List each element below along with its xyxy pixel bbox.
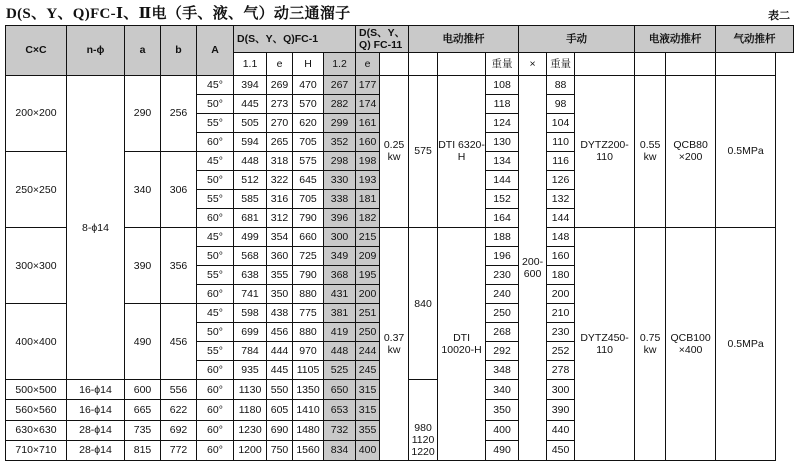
elec-power-2: 0.37 kw — [380, 228, 409, 461]
header-hydraulic: 电液动推杆 — [635, 26, 716, 53]
weight-cell: 240 — [486, 285, 519, 304]
angle-cell: 60° — [197, 361, 234, 380]
weight2-cell: 200 — [547, 285, 575, 304]
e-cell: 270 — [267, 113, 293, 132]
e-cell: 312 — [267, 209, 293, 228]
l2-cell: 338 — [324, 190, 356, 209]
e-cell: 444 — [267, 342, 293, 361]
a-cell: 390 — [125, 228, 161, 304]
angle-cell: 50° — [197, 94, 234, 113]
H-cell: 1350 — [293, 380, 324, 400]
weight-cell: 490 — [486, 440, 519, 460]
l2-cell: 448 — [324, 342, 356, 361]
weight-cell: 130 — [486, 132, 519, 151]
l2-cell: 298 — [324, 151, 356, 170]
header-pneumatic: 气动推杆 — [716, 26, 794, 53]
header-electric: 电动推杆 — [409, 26, 519, 53]
nphi-cell: 28-ϕ14 — [67, 420, 125, 440]
pn-model-2: QCB100 ×400 — [666, 228, 716, 461]
l2-cell: 431 — [324, 285, 356, 304]
l1-cell: 512 — [234, 171, 267, 190]
nphi-cell: 16-ϕ14 — [67, 400, 125, 420]
angle-cell: 45° — [197, 75, 234, 94]
angle-cell: 50° — [197, 247, 234, 266]
weight-cell: 400 — [486, 420, 519, 440]
l1-cell: 1200 — [234, 440, 267, 460]
pn-pressure-2: 0.5MPa — [716, 228, 776, 461]
weight-cell: 108 — [486, 75, 519, 94]
header-sub-1-2: 1.2 — [324, 52, 356, 75]
header-weight-2: 重量 — [547, 52, 575, 75]
header-sub-blank-1 — [380, 52, 409, 75]
angle-cell: 55° — [197, 113, 234, 132]
weight-cell: 348 — [486, 361, 519, 380]
weight-cell: 118 — [486, 94, 519, 113]
angle-cell: 45° — [197, 151, 234, 170]
l2-cell: 300 — [324, 228, 356, 247]
weight2-cell: 88 — [547, 75, 575, 94]
e2-cell: 400 — [356, 440, 380, 460]
e-cell: 355 — [267, 266, 293, 285]
weight2-cell: 230 — [547, 323, 575, 342]
angle-cell: 60° — [197, 440, 234, 460]
size-cell: 400×400 — [6, 304, 67, 380]
weight-cell: 152 — [486, 190, 519, 209]
elec-840: 840 — [409, 228, 438, 380]
weight2-cell: 126 — [547, 171, 575, 190]
weight2-cell: 144 — [547, 209, 575, 228]
e2-cell: 200 — [356, 285, 380, 304]
e-cell: 273 — [267, 94, 293, 113]
l2-cell: 267 — [324, 75, 356, 94]
weight-cell: 268 — [486, 323, 519, 342]
e-cell: 456 — [267, 323, 293, 342]
elec-length-1220: 1220 — [411, 445, 435, 458]
angle-cell: 60° — [197, 380, 234, 400]
weight2-cell: 116 — [547, 151, 575, 170]
H-cell: 705 — [293, 132, 324, 151]
header-sub-blank-2 — [409, 52, 438, 75]
elec-model-2: DTI 10020-H — [438, 228, 486, 461]
a-cell: 665 — [125, 400, 161, 420]
header-a: a — [125, 26, 161, 76]
weight-cell: 340 — [486, 380, 519, 400]
manual-x-cell: 200- 600 — [519, 75, 547, 460]
l2-cell: 368 — [324, 266, 356, 285]
l1-cell: 638 — [234, 266, 267, 285]
l1-cell: 598 — [234, 304, 267, 323]
size-cell: 560×560 — [6, 400, 67, 420]
table-row — [6, 228, 794, 247]
weight2-cell: 278 — [547, 361, 575, 380]
header-weight: 重量 — [486, 52, 519, 75]
angle-cell: 45° — [197, 228, 234, 247]
e2-cell: 315 — [356, 400, 380, 420]
l2-cell: 396 — [324, 209, 356, 228]
b-cell: 456 — [161, 304, 197, 380]
l2-cell: 282 — [324, 94, 356, 113]
l2-cell: 330 — [324, 171, 356, 190]
weight2-cell: 132 — [547, 190, 575, 209]
H-cell: 790 — [293, 209, 324, 228]
l1-cell: 699 — [234, 323, 267, 342]
angle-cell: 60° — [197, 285, 234, 304]
H-cell: 645 — [293, 171, 324, 190]
size-cell: 710×710 — [6, 440, 67, 460]
elec-575: 575 — [409, 75, 438, 227]
table-row — [6, 75, 794, 94]
l2-cell: 299 — [324, 113, 356, 132]
a-cell: 600 — [125, 380, 161, 400]
weight-cell: 350 — [486, 400, 519, 420]
e2-cell: 182 — [356, 209, 380, 228]
weight-cell: 292 — [486, 342, 519, 361]
elec-length-1120: 1120 — [411, 433, 435, 446]
e2-cell: 160 — [356, 132, 380, 151]
header-sub-e: e — [267, 52, 293, 75]
hyd-power-1: 0.55 kw — [635, 75, 666, 227]
weight-cell: 134 — [486, 151, 519, 170]
page-title: D(S、Y、Q)FC-Ⅰ、Ⅱ电（手、液、气）动三通溜子 — [6, 6, 351, 22]
weight2-cell: 98 — [547, 94, 575, 113]
e2-cell: 195 — [356, 266, 380, 285]
e2-cell: 251 — [356, 304, 380, 323]
l2-cell: 419 — [324, 323, 356, 342]
header-cxc: C×C — [6, 26, 67, 76]
e-cell: 550 — [267, 380, 293, 400]
header-times: × — [519, 52, 547, 75]
header-manual: 手动 — [519, 26, 635, 53]
size-cell: 250×250 — [6, 151, 67, 227]
weight-cell: 188 — [486, 228, 519, 247]
H-cell: 1560 — [293, 440, 324, 460]
H-cell: 570 — [293, 94, 324, 113]
e2-cell: 244 — [356, 342, 380, 361]
header-A: A — [197, 26, 234, 76]
nphi-cell: 8-ϕ14 — [67, 75, 125, 380]
l2-cell: 352 — [324, 132, 356, 151]
e2-cell: 193 — [356, 171, 380, 190]
hyd-power-2: 0.75 kw — [635, 228, 666, 461]
H-cell: 575 — [293, 151, 324, 170]
H-cell: 660 — [293, 228, 324, 247]
b-cell: 306 — [161, 151, 197, 227]
nphi-cell: 28-ϕ14 — [67, 440, 125, 460]
weight2-cell: 210 — [547, 304, 575, 323]
elec-model-1: DTI 6320-H — [438, 75, 486, 227]
angle-cell: 50° — [197, 323, 234, 342]
H-cell: 790 — [293, 266, 324, 285]
header-sub-e2: e — [356, 52, 380, 75]
pn-model-1: QCB80 ×200 — [666, 75, 716, 227]
e2-cell: 209 — [356, 247, 380, 266]
b-cell: 356 — [161, 228, 197, 304]
l1-cell: 1130 — [234, 380, 267, 400]
weight2-cell: 160 — [547, 247, 575, 266]
weight2-cell: 300 — [547, 380, 575, 400]
weight2-cell: 104 — [547, 113, 575, 132]
H-cell: 775 — [293, 304, 324, 323]
weight2-cell: 450 — [547, 440, 575, 460]
e2-cell: 174 — [356, 94, 380, 113]
b-cell: 772 — [161, 440, 197, 460]
spec-table — [5, 25, 794, 461]
a-cell: 735 — [125, 420, 161, 440]
l2-cell: 650 — [324, 380, 356, 400]
l1-cell: 585 — [234, 190, 267, 209]
e-cell: 316 — [267, 190, 293, 209]
l2-cell: 653 — [324, 400, 356, 420]
H-cell: 620 — [293, 113, 324, 132]
H-cell: 1410 — [293, 400, 324, 420]
weight-cell: 124 — [486, 113, 519, 132]
weight2-cell: 390 — [547, 400, 575, 420]
l1-cell: 445 — [234, 94, 267, 113]
e2-cell: 245 — [356, 361, 380, 380]
header-n-phi: n-ϕ — [67, 26, 125, 76]
e-cell: 265 — [267, 132, 293, 151]
size-cell: 630×630 — [6, 420, 67, 440]
a-cell: 290 — [125, 75, 161, 151]
header-sub-blank-6 — [666, 52, 716, 75]
e-cell: 438 — [267, 304, 293, 323]
b-cell: 692 — [161, 420, 197, 440]
table-label: 表二 — [768, 10, 790, 22]
e-cell: 269 — [267, 75, 293, 94]
hyd-model-1: DYTZ200- 110 — [575, 75, 635, 227]
l2-cell: 349 — [324, 247, 356, 266]
l1-cell: 1180 — [234, 400, 267, 420]
l1-cell: 568 — [234, 247, 267, 266]
hyd-model-2: DYTZ450- 110 — [575, 228, 635, 461]
e-cell: 605 — [267, 400, 293, 420]
e-cell: 350 — [267, 285, 293, 304]
angle-cell: 60° — [197, 209, 234, 228]
H-cell: 705 — [293, 190, 324, 209]
weight2-cell: 252 — [547, 342, 575, 361]
a-cell: 490 — [125, 304, 161, 380]
e-cell: 445 — [267, 361, 293, 380]
e2-cell: 215 — [356, 228, 380, 247]
l1-cell: 1230 — [234, 420, 267, 440]
a-cell: 815 — [125, 440, 161, 460]
pn-pressure-1: 0.5MPa — [716, 75, 776, 227]
weight-cell: 164 — [486, 209, 519, 228]
e2-cell: 250 — [356, 323, 380, 342]
l1-cell: 681 — [234, 209, 267, 228]
weight-cell: 196 — [486, 247, 519, 266]
b-cell: 256 — [161, 75, 197, 151]
weight2-cell: 110 — [547, 132, 575, 151]
elec-power-1: 0.25 kw — [380, 75, 409, 227]
l2-cell: 525 — [324, 361, 356, 380]
l2-cell: 834 — [324, 440, 356, 460]
angle-cell: 45° — [197, 304, 234, 323]
H-cell: 880 — [293, 323, 324, 342]
H-cell: 1480 — [293, 420, 324, 440]
l1-cell: 594 — [234, 132, 267, 151]
header-sub-blank-4 — [575, 52, 635, 75]
e-cell: 360 — [267, 247, 293, 266]
angle-cell: 60° — [197, 132, 234, 151]
a-cell: 340 — [125, 151, 161, 227]
e2-cell: 177 — [356, 75, 380, 94]
angle-cell: 60° — [197, 400, 234, 420]
e-cell: 318 — [267, 151, 293, 170]
H-cell: 470 — [293, 75, 324, 94]
weight2-cell: 180 — [547, 266, 575, 285]
e-cell: 690 — [267, 420, 293, 440]
b-cell: 622 — [161, 400, 197, 420]
H-cell: 880 — [293, 285, 324, 304]
header-fc11: D(S、Y、Q) FC-11 — [356, 26, 409, 53]
angle-cell: 60° — [197, 420, 234, 440]
e-cell: 354 — [267, 228, 293, 247]
l1-cell: 784 — [234, 342, 267, 361]
H-cell: 725 — [293, 247, 324, 266]
e2-cell: 198 — [356, 151, 380, 170]
l1-cell: 505 — [234, 113, 267, 132]
weight2-cell: 148 — [547, 228, 575, 247]
elec-length-stack — [409, 380, 438, 461]
b-cell: 556 — [161, 380, 197, 400]
e2-cell: 355 — [356, 420, 380, 440]
l1-cell: 448 — [234, 151, 267, 170]
weight2-cell: 440 — [547, 420, 575, 440]
weight-cell: 144 — [486, 171, 519, 190]
l1-cell: 935 — [234, 361, 267, 380]
header-b: b — [161, 26, 197, 76]
size-cell: 200×200 — [6, 75, 67, 151]
weight-cell: 230 — [486, 266, 519, 285]
size-cell: 500×500 — [6, 380, 67, 400]
e-cell: 750 — [267, 440, 293, 460]
header-sub-blank-5 — [635, 52, 666, 75]
l2-cell: 381 — [324, 304, 356, 323]
l1-cell: 741 — [234, 285, 267, 304]
angle-cell: 55° — [197, 266, 234, 285]
weight-cell: 250 — [486, 304, 519, 323]
header-sub-1-1: 1.1 — [234, 52, 267, 75]
e-cell: 322 — [267, 171, 293, 190]
header-fc1: D(S、Y、Q)FC-1 — [234, 26, 356, 53]
angle-cell: 50° — [197, 171, 234, 190]
l2-cell: 732 — [324, 420, 356, 440]
H-cell: 970 — [293, 342, 324, 361]
l1-cell: 499 — [234, 228, 267, 247]
angle-cell: 55° — [197, 342, 234, 361]
e2-cell: 181 — [356, 190, 380, 209]
e2-cell: 161 — [356, 113, 380, 132]
e2-cell: 315 — [356, 380, 380, 400]
H-cell: 1105 — [293, 361, 324, 380]
elec-length-980: 980 — [414, 421, 432, 434]
angle-cell: 55° — [197, 190, 234, 209]
l1-cell: 394 — [234, 75, 267, 94]
header-sub-blank-7 — [716, 52, 776, 75]
header-sub-H: H — [293, 52, 324, 75]
size-cell: 300×300 — [6, 228, 67, 304]
nphi-cell: 16-ϕ14 — [67, 380, 125, 400]
header-sub-blank-3 — [438, 52, 486, 75]
